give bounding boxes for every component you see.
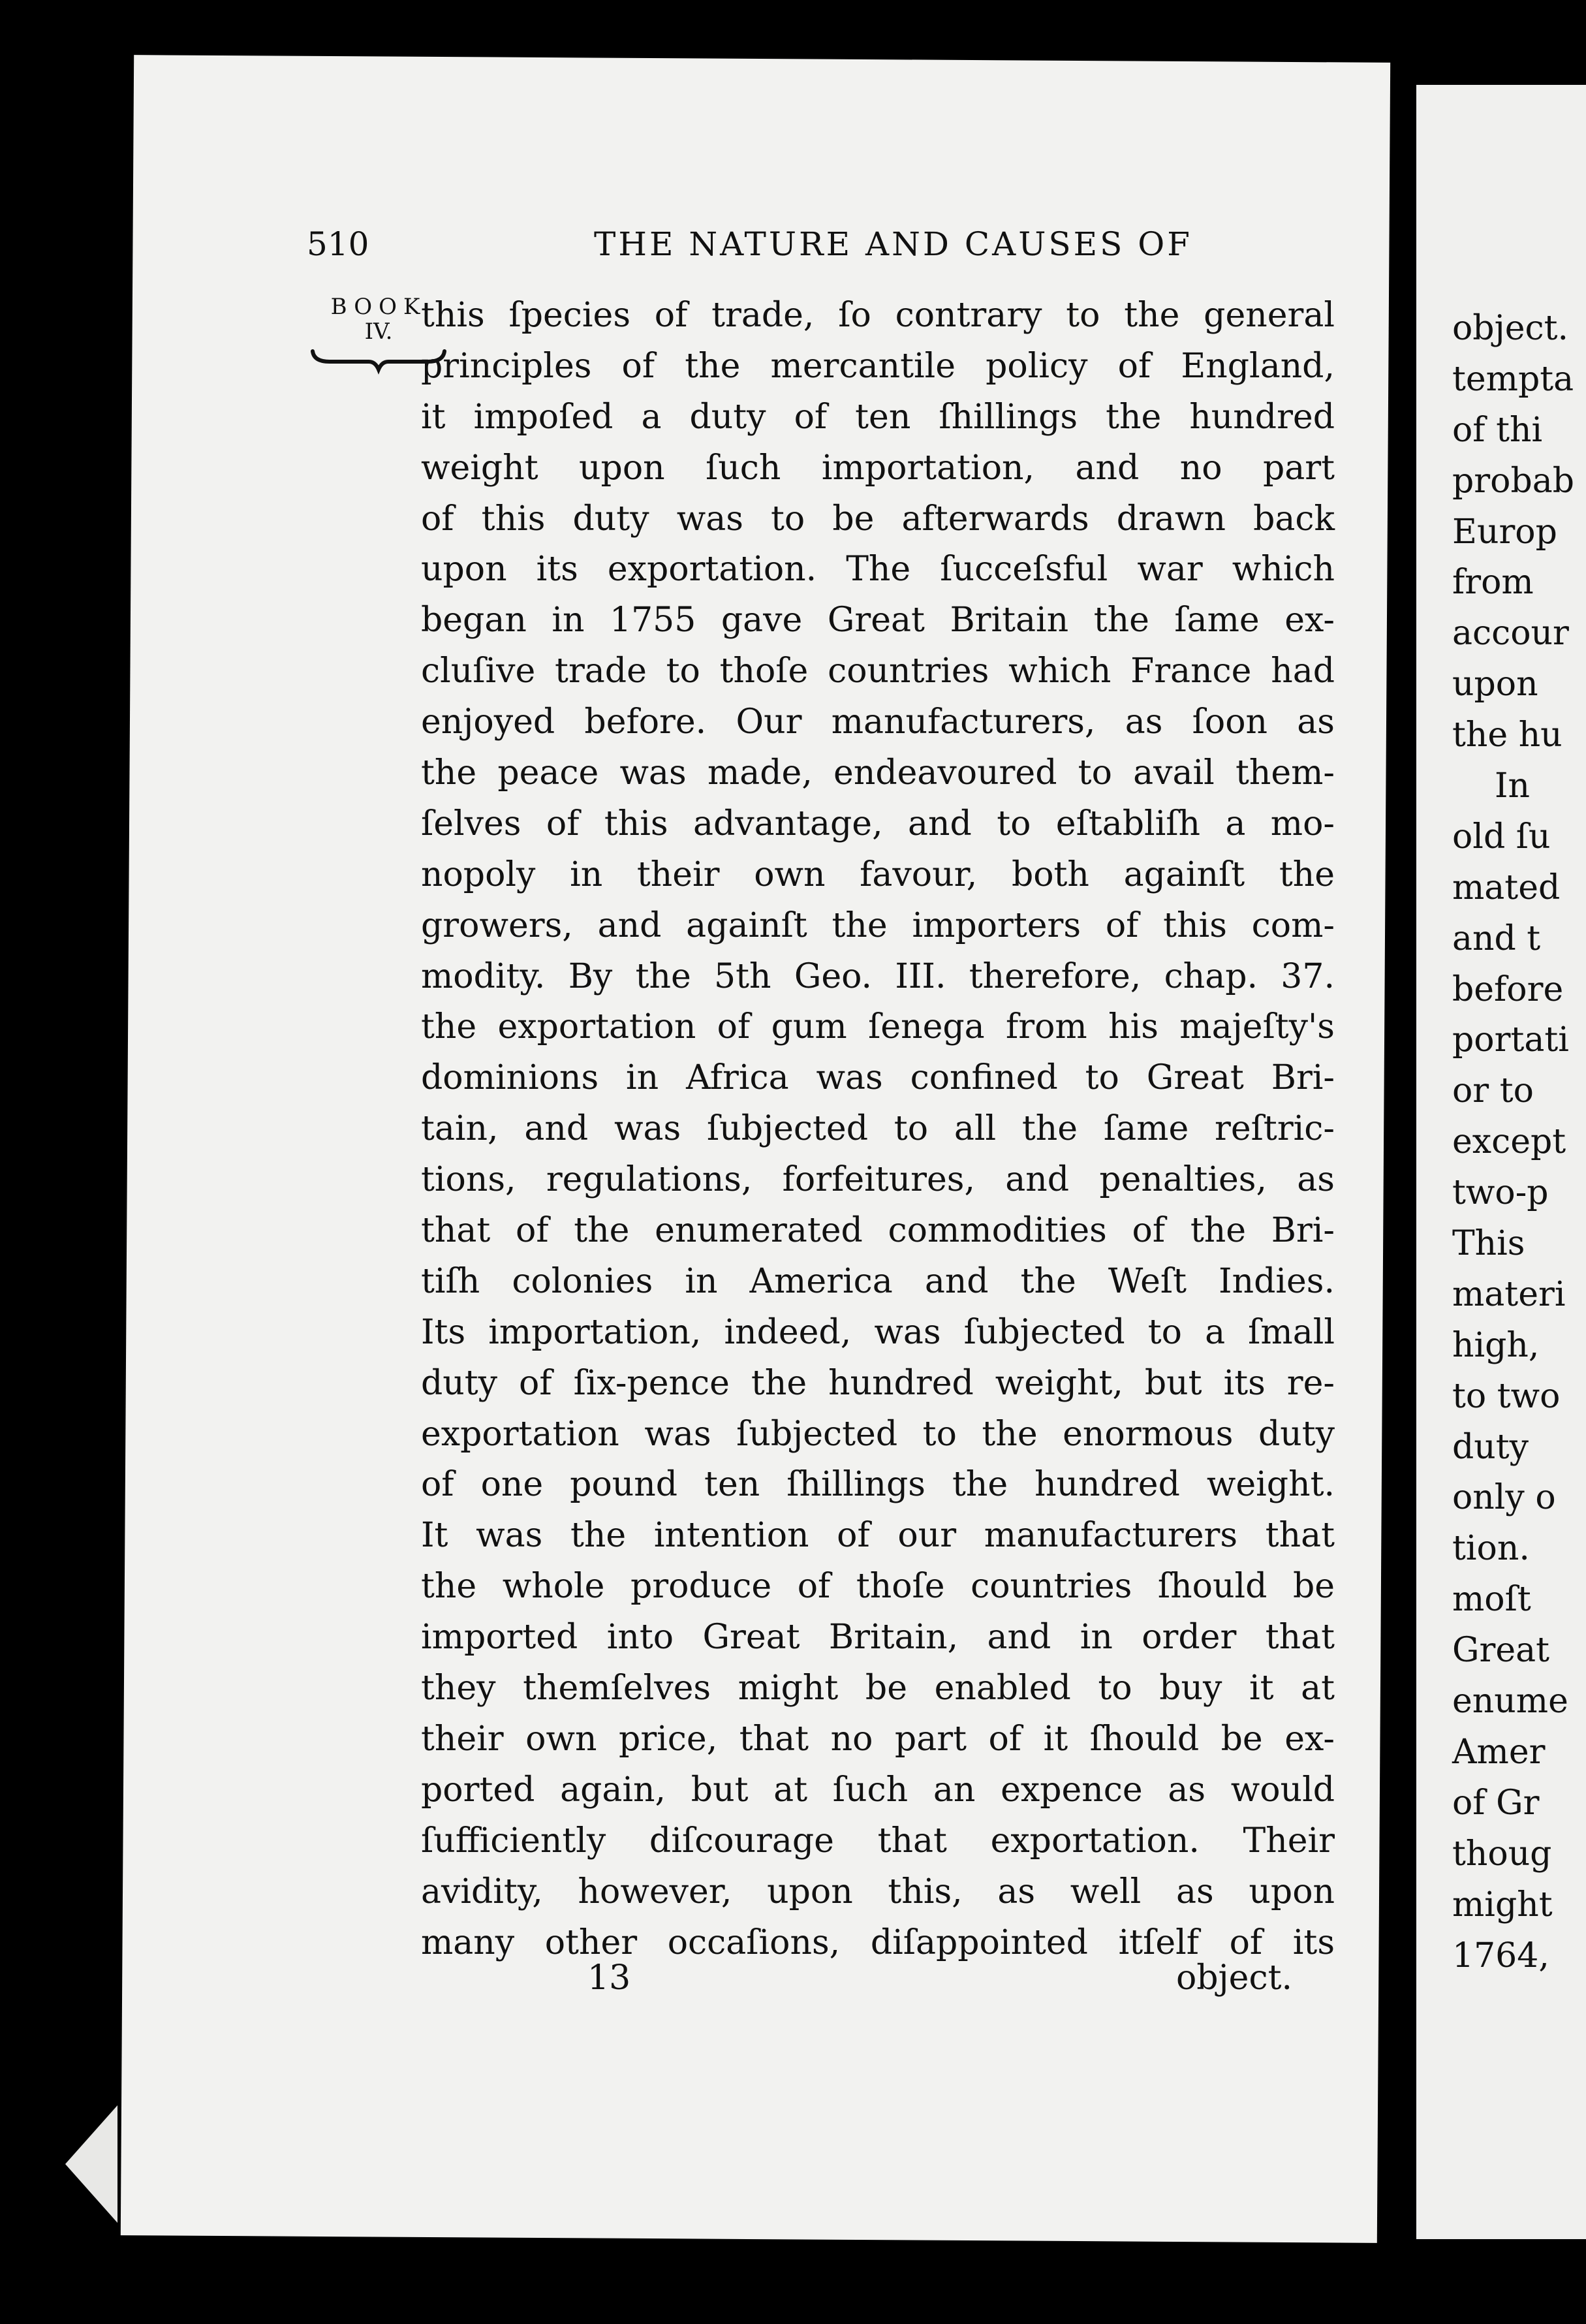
facing-text-line: probab: [1452, 461, 1575, 501]
text-line: tions, regulations, forfeitures, and penalties, as: [421, 1160, 1335, 1200]
text-line: ſelves of this advantage, and to eſtabliſh a mo-: [421, 804, 1335, 843]
facing-text-line: of thi: [1452, 410, 1543, 450]
text-line: exportation was ſubjected to the enormous duty: [421, 1414, 1335, 1454]
text-line: they themſelves might be enabled to buy it at: [421, 1669, 1335, 1708]
text-line: imported into Great Britain, and in order that: [421, 1618, 1335, 1657]
facing-text-line: mated: [1452, 868, 1561, 907]
facing-text-line: from: [1452, 563, 1534, 603]
facing-text-line: high,: [1452, 1325, 1540, 1365]
text-line: tiſh colonies in America and the Weſt Indies.: [421, 1261, 1335, 1301]
signature-mark: 13: [587, 1958, 631, 1998]
page-tab-marker: [65, 2105, 117, 2223]
body-text: [421, 290, 1335, 1968]
text-line: this ſpecies of trade, ſo contrary to the general: [421, 296, 1335, 335]
book-number: IV.: [364, 319, 393, 345]
text-line: enjoyed before. Our manufacturers, as ſoon as: [421, 702, 1335, 742]
text-line: their own price, that no part of it ſhould be ex-: [421, 1719, 1335, 1759]
facing-text-line: only o: [1452, 1478, 1556, 1518]
text-line: it impoſed a duty of ten ſhillings the hundred: [421, 397, 1335, 437]
facing-text-line: tempta: [1452, 359, 1574, 399]
text-line: avidity, however, upon this, as well as upon: [421, 1872, 1335, 1911]
facing-text-line: the hu: [1452, 715, 1563, 755]
facing-text-line: object.: [1452, 309, 1569, 348]
facing-text-line: portati: [1452, 1020, 1569, 1060]
text-line: modity. By the 5th Geo. III. therefore, chap. 37.: [421, 956, 1335, 996]
text-line: Its importation, indeed, was ſubjected to a ſmall: [421, 1312, 1335, 1352]
facing-text-line: upon: [1452, 665, 1538, 704]
text-line: It was the intention of our manufacturers that: [421, 1516, 1335, 1556]
facing-text-line: Europ: [1452, 512, 1557, 552]
text-line: cluſive trade to thoſe countries which France had: [421, 652, 1335, 691]
text-line: duty of ſix-pence the hundred weight, but its re-: [421, 1363, 1335, 1403]
text-line: the peace was made, endeavoured to avail them-: [421, 753, 1335, 793]
text-line: weight upon ſuch importation, and no part: [421, 448, 1335, 488]
facing-text-line: thoug: [1452, 1834, 1552, 1874]
facing-text-line: 1764,: [1452, 1936, 1549, 1975]
text-line: of one pound ten ſhillings the hundred weight.: [421, 1465, 1335, 1505]
facing-text-line: old ſu: [1452, 817, 1551, 856]
text-line: nopoly in their own favour, both againſt the: [421, 855, 1335, 894]
facing-text-line: This: [1452, 1224, 1525, 1264]
facing-text-line: accour: [1452, 614, 1569, 653]
text-line: the whole produce of thoſe countries ſhould be: [421, 1567, 1335, 1607]
facing-text-line: except: [1452, 1122, 1566, 1162]
facing-text-line: and t: [1452, 919, 1541, 958]
catchword: object.: [1175, 1958, 1292, 1998]
running-title: THE NATURE AND CAUSES OF: [594, 225, 1192, 263]
facing-text-line: of Gr: [1452, 1783, 1540, 1823]
facing-text-line: Amer: [1452, 1732, 1546, 1772]
text-line: upon its exportation. The ſucceſsful war which: [421, 550, 1335, 589]
page-number: 510: [307, 225, 369, 263]
facing-text-line: might: [1452, 1885, 1553, 1924]
facing-text-line: duty: [1452, 1427, 1529, 1467]
text-line: ported again, but at ſuch an expence as would: [421, 1770, 1335, 1810]
text-line: principles of the mercantile policy of England,: [421, 346, 1335, 386]
text-line: growers, and againſt the importers of this com-: [421, 905, 1335, 945]
text-line: dominions in Africa was confined to Great Bri-: [421, 1058, 1335, 1098]
facing-page-text: [1452, 304, 1575, 1981]
text-line: tain, and was ſubjected to all the ſame reſtric-: [421, 1109, 1335, 1149]
text-line: ſufficiently diſcourage that exportation. Their: [421, 1821, 1335, 1861]
text-line: began in 1755 gave Great Britain the ſame ex-: [421, 601, 1335, 640]
text-line: that of the enumerated commodities of the Bri-: [421, 1211, 1335, 1251]
facing-text-line: In: [1495, 766, 1531, 806]
text-line: the exportation of gum ſenega from his majeſty's: [421, 1007, 1335, 1047]
text-line: of this duty was to be afterwards drawn back: [421, 499, 1335, 539]
text-line: many other occaſions, diſappointed itſelf of its: [421, 1923, 1335, 1962]
facing-text-line: enume: [1452, 1682, 1568, 1721]
facing-text-line: tion.: [1452, 1529, 1530, 1569]
book-label: BOOK: [330, 294, 427, 320]
facing-text-line: Great: [1452, 1631, 1550, 1671]
facing-text-line: to two: [1452, 1376, 1561, 1416]
facing-text-line: moſt: [1452, 1580, 1531, 1620]
facing-text-line: before: [1452, 969, 1564, 1009]
facing-text-line: two-p: [1452, 1173, 1549, 1213]
facing-text-line: or to: [1452, 1071, 1534, 1111]
facing-text-line: materi: [1452, 1274, 1566, 1314]
